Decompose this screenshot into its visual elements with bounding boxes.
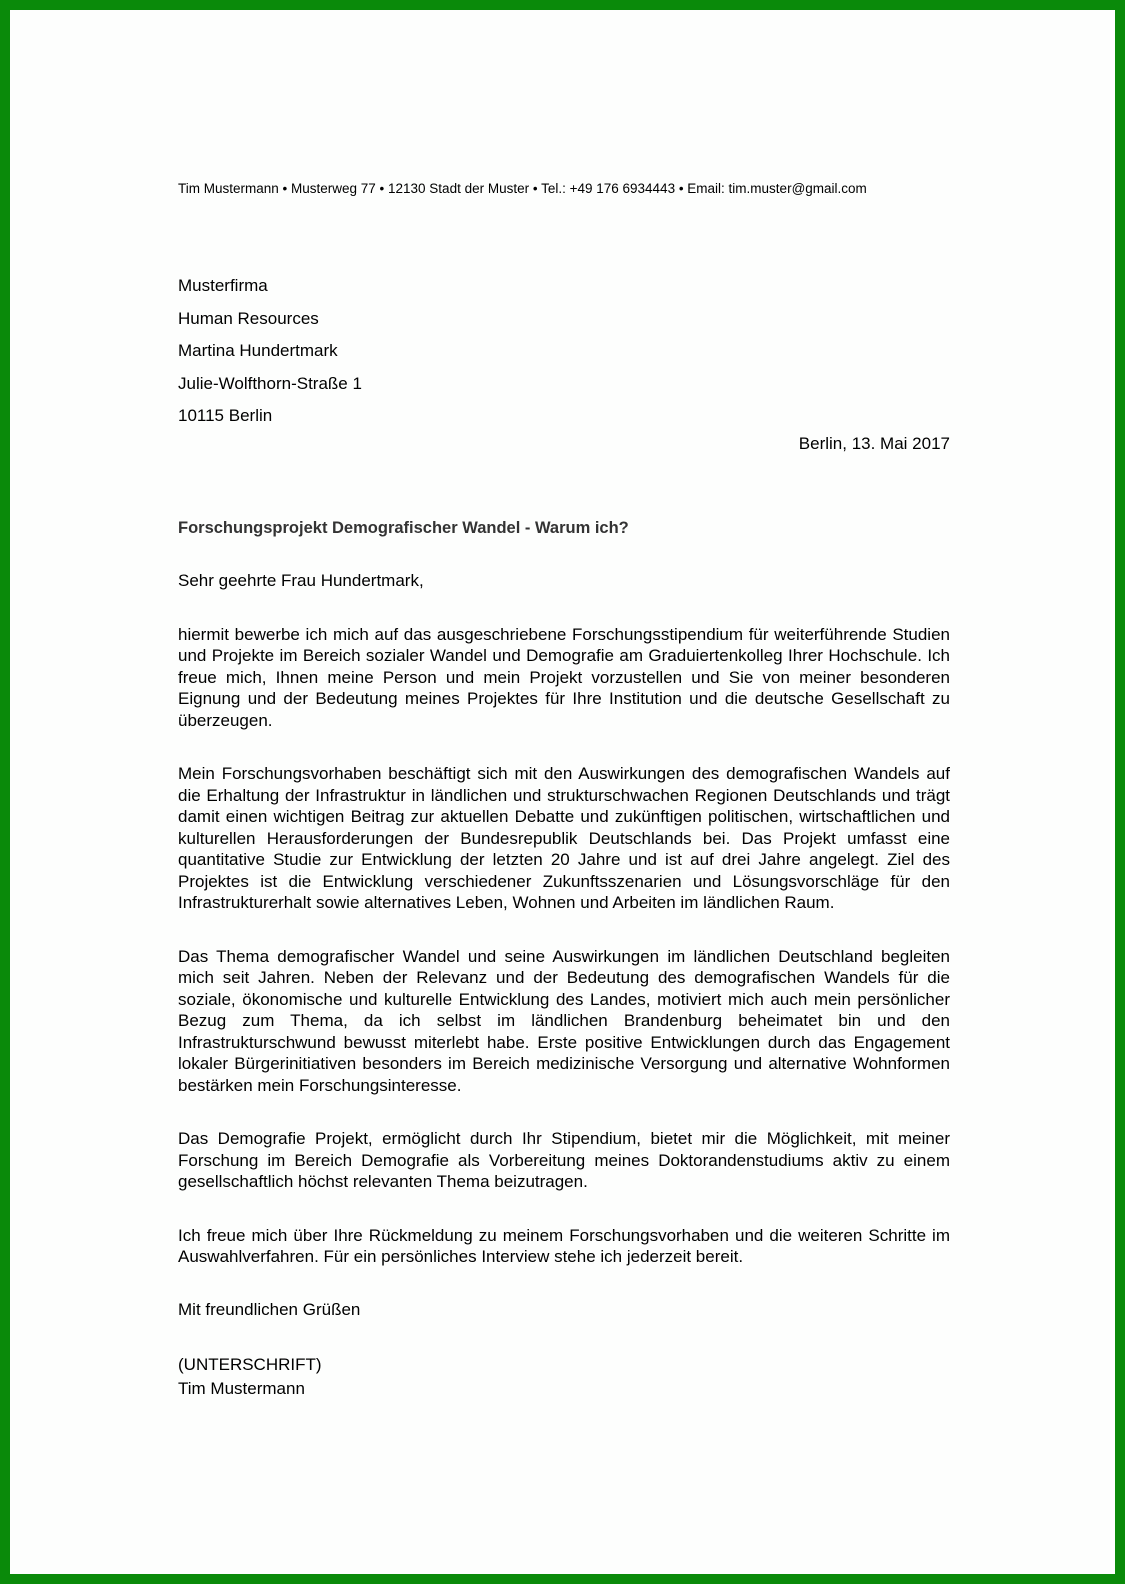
sender-address-line: Tim Mustermann • Musterweg 77 • 12130 Stadt der Muster • Tel.: +49 176 6934443 • Email: tim.muster@gmail.com: [178, 181, 867, 196]
signature-placeholder: (UNTERSCHRIFT): [178, 1354, 322, 1374]
body-paragraph-5: Ich freue mich über Ihre Rückmeldung zu meinem Forschungsvorhaben und die weiteren Schritte im Auswahlverfahren. Für ein persönliches Interview stehe ich jederzeit bereit.: [178, 1225, 950, 1266]
letter-date: Berlin, 13. Mai 2017: [798, 433, 950, 453]
letter-closing: Mit freundlichen Grüßen: [178, 1299, 361, 1319]
body-paragraph-3: Das Thema demografischer Wandel und seine Auswirkungen im ländlichen Deutschland begleiten mich seit Jahren. Neben der Relevanz und der Bedeutung des demografischen Wandels für die soziale, ökonomische und kulturelle Entwicklung des Landes, motiviert mich auch mein persönlicher Bezug zum Thema, da ich selbst im ländlichen Brandenburg beheimatet bin und den Infrastrukturschwund bewusst miterlebt habe. Erste positive Entwicklungen durch das Engagement lokaler Bürgerinitiativen besonders im Bereich medizinische Versorgung und alternative Wohnformen bestärken mein Forschungsinteresse.: [178, 946, 950, 1095]
signature-name: Tim Mustermann: [178, 1378, 305, 1398]
body-paragraph-4: Das Demografie Projekt, ermöglicht durch Ihr Stipendium, bietet mir die Möglichkeit, mit meiner Forschung im Bereich Demografie als Vorbereitung meines Doktorandenstudiums aktiv zu einem gesellschaftlich höchst relevanten Thema beizutragen.: [178, 1129, 950, 1191]
recipient-address-block: [178, 276, 950, 439]
body-paragraph-2: Mein Forschungsvorhaben beschäftigt sich mit den Auswirkungen des demografischen Wandels auf die Erhaltung der Infrastruktur in ländlichen und strukturschwachen Regionen Deutschlands und trägt damit einen wichtigen Beitrag zur aktuellen Debatte und zukünftigen politischen, wirtschaftlichen und kulturellen Herausforderungen der Bundesrepublik Deutschlands bei. Das Projekt umfasst eine quantitative Studie zur Entwicklung der letzten 20 Jahre und ist auf drei Jahre angelegt. Ziel des Projektes ist die Entwicklung verschiedener Zukunftsszenarien und Lösungsvorschläge für den Infrastrukturerhalt sowie alternatives Leben, Wohnen und Arbeiten im ländlichen Raum.: [178, 764, 950, 912]
letter-content: [178, 180, 950, 1401]
recipient-city: 10115 Berlin: [178, 406, 273, 425]
recipient-company: Musterfirma: [178, 276, 268, 295]
body-paragraph-1: hiermit bewerbe ich mich auf das ausgeschriebene Forschungsstipendium für weiterführende Studien und Projekte im Bereich sozialer Wandel und Demografie am Graduiertenkolleg Ihrer Hochschule. Ich freue mich, Ihnen meine Person und mein Projekt vorzustellen und Sie von meiner besonderen Eignung und der Bedeutung meines Projektes für Ihre Institution und die deutsche Gesellschaft zu überzeugen.: [178, 624, 950, 730]
letter-subject: Forschungsprojekt Demografischer Wandel - Warum ich?: [178, 518, 629, 537]
letter-salutation: Sehr geehrte Frau Hundertmark,: [178, 570, 424, 590]
recipient-person: Martina Hundertmark: [178, 341, 338, 360]
recipient-department: Human Resources: [178, 308, 319, 328]
signature-block: [178, 1353, 950, 1401]
recipient-street: Julie-Wolfthorn-Straße 1: [178, 373, 362, 393]
